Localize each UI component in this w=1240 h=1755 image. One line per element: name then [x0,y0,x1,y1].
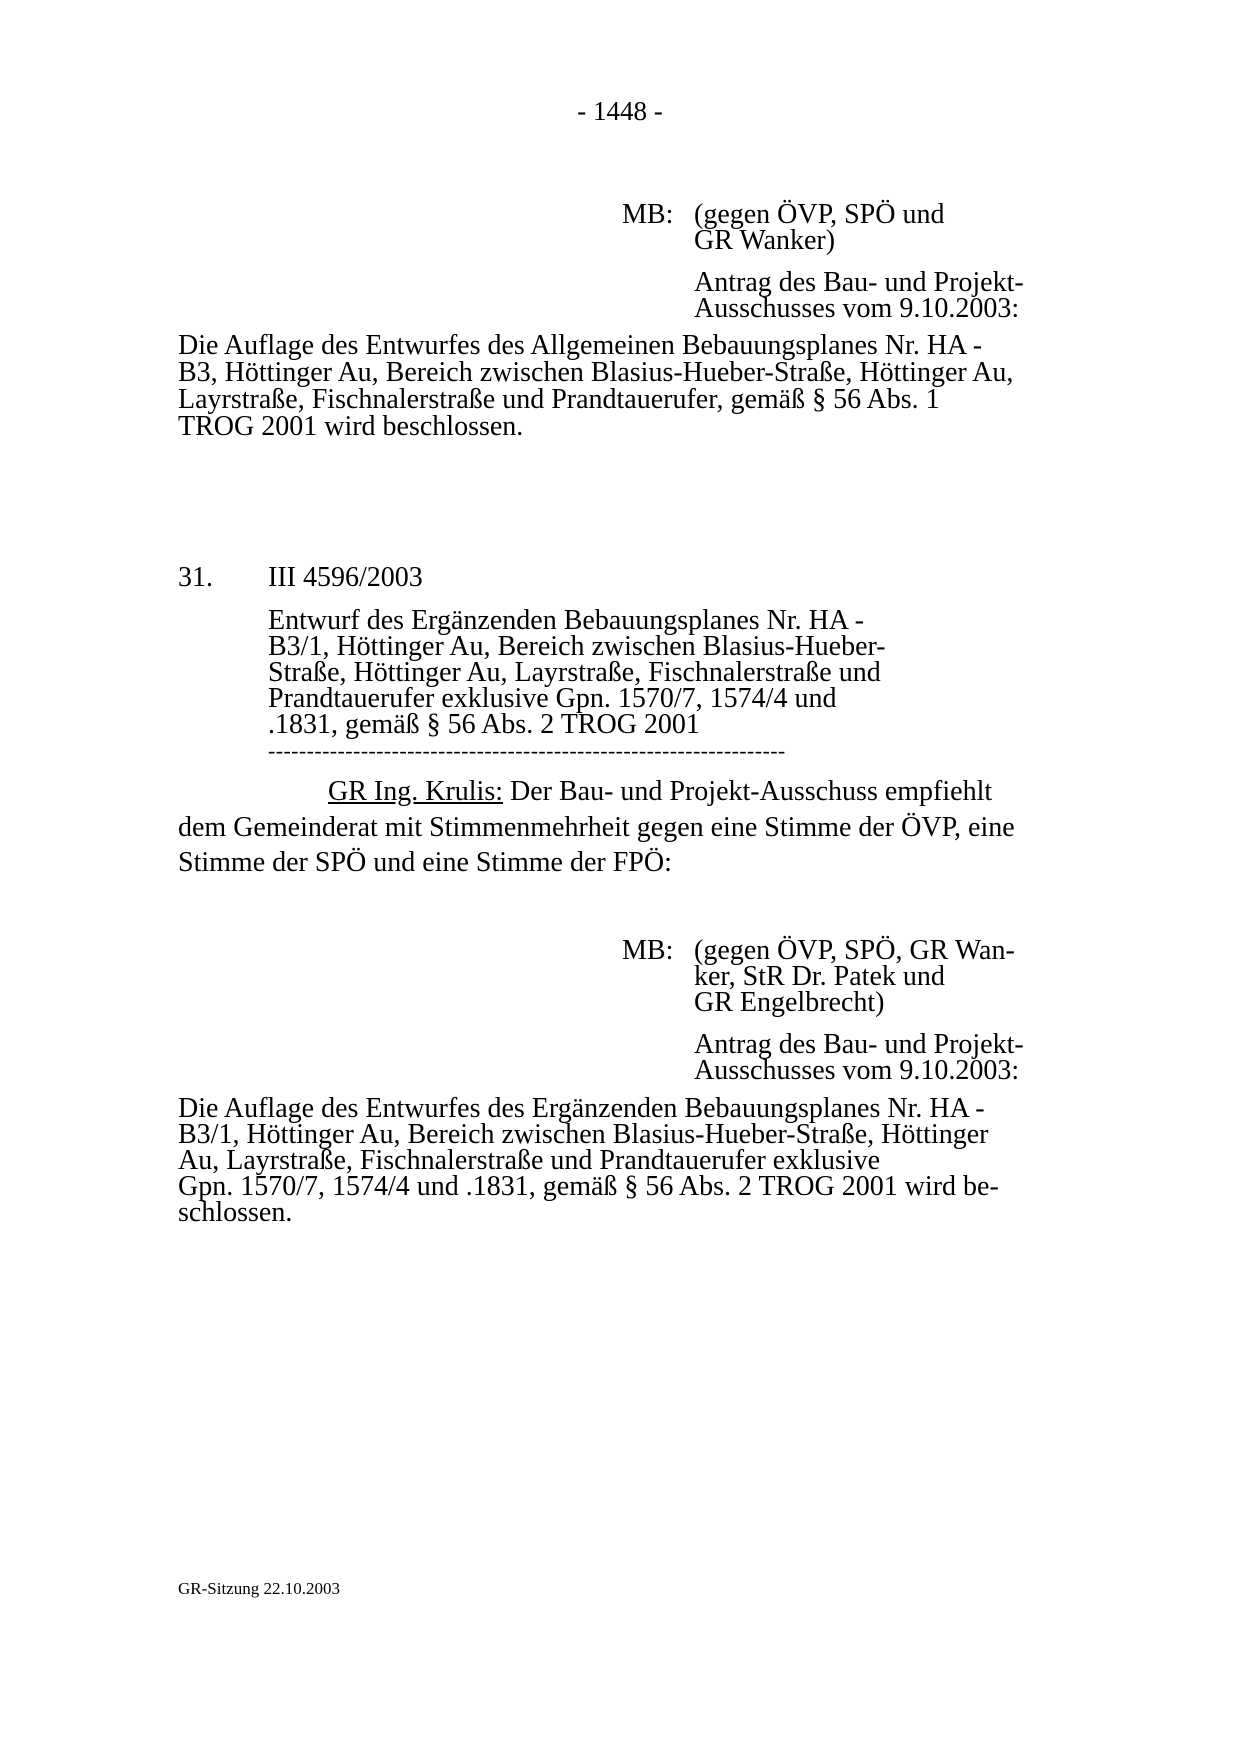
item-reference: III 4596/2003 [268,562,423,593]
resolution-line: Die Auflage des Entwurfes des Allgemeinen Bebauungsplanes Nr. HA - [178,330,983,361]
antrag-line: Ausschusses vom 9.10.2003: [694,1055,1020,1086]
item-title-line: Prandtauerufer exklusive Gpn. 1570/7, 1574/4 und [268,683,837,714]
resolution-line: B3, Höttinger Au, Bereich zwischen Blasius-Hueber-Straße, Höttinger Au, [178,357,1014,388]
mb-label: MB: [622,199,674,230]
mb-line: (gegen ÖVP, SPÖ und [694,199,945,230]
mb-line: GR Wanker) [694,225,836,256]
mb-line: (gegen ÖVP, SPÖ, GR Wan- [694,935,1015,966]
antrag-line: Antrag des Bau- und Projekt- [694,1029,1024,1060]
speech-line: Stimme der SPÖ und eine Stimme der FPÖ: [178,847,672,878]
item-number: 31. [178,562,213,593]
item-title-line: Entwurf des Ergänzenden Bebauungsplanes Nr. HA - [268,605,864,636]
page-number: - 1448 - [577,96,663,126]
item-title-line: .1831, gemäß § 56 Abs. 2 TROG 2001 [268,709,700,740]
speech-first-line: GR Ing. Krulis: Der Bau- und Projekt-Ausschuss empfiehlt [328,776,993,807]
resolution-line: Die Auflage des Entwurfes des Ergänzenden Bebauungsplanes Nr. HA - [178,1093,985,1124]
divider-line: ------------------------------------------------------------------- [268,738,786,763]
item-title-line: B3/1, Höttinger Au, Bereich zwischen Blasius-Hueber- [268,631,886,662]
resolution-line: Au, Layrstraße, Fischnalerstraße und Prandtauerufer exklusive [178,1145,881,1176]
mb-line: ker, StR Dr. Patek und [694,961,945,992]
mb-label: MB: [622,935,674,966]
speaker-name: GR Ing. Krulis: [328,776,503,807]
speech-line: dem Gemeinderat mit Stimmenmehrheit gegen eine Stimme der ÖVP, eine [178,812,1015,843]
antrag-line: Ausschusses vom 9.10.2003: [694,293,1020,324]
item-title-line: Straße, Höttinger Au, Layrstraße, Fischnalerstraße und [268,657,881,688]
mb-line: GR Engelbrecht) [694,987,885,1018]
resolution-line: B3/1, Höttinger Au, Bereich zwischen Blasius-Hueber-Straße, Höttinger [178,1119,989,1150]
antrag-line: Antrag des Bau- und Projekt- [694,267,1024,298]
resolution-line: Gpn. 1570/7, 1574/4 und .1831, gemäß § 56 Abs. 2 TROG 2001 wird be- [178,1171,999,1202]
resolution-line: schlossen. [178,1197,293,1228]
resolution-line: TROG 2001 wird beschlossen. [178,411,524,442]
resolution-line: Layrstraße, Fischnalerstraße und Prandtauerufer, gemäß § 56 Abs. 1 [178,384,940,415]
footer-session-date: GR-Sitzung 22.10.2003 [178,1579,340,1598]
